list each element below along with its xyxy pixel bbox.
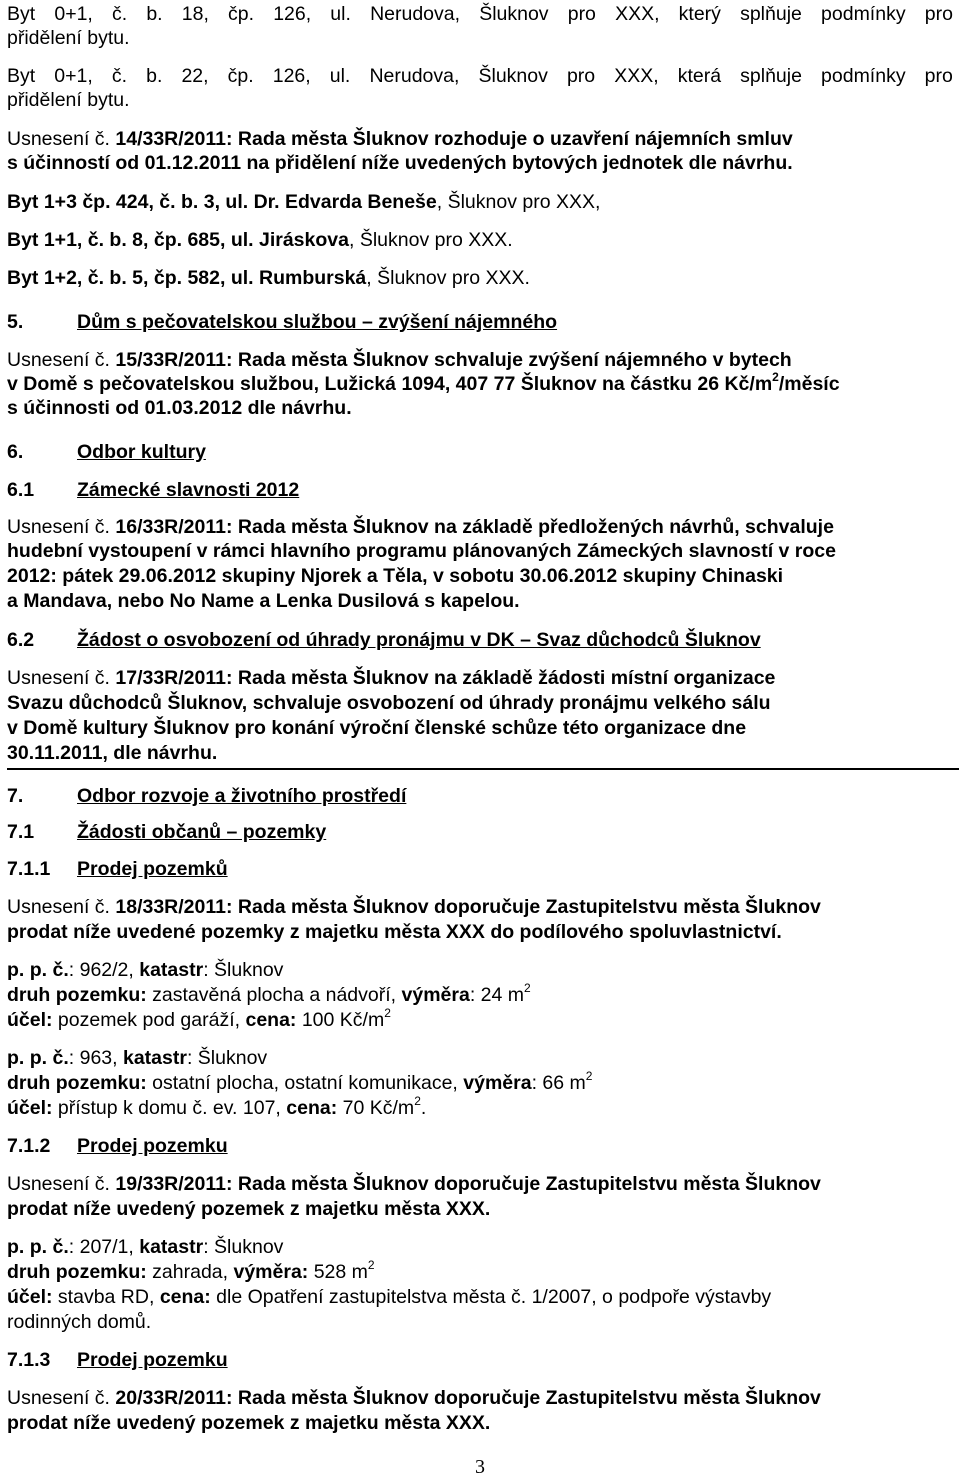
word: čp. (228, 3, 255, 25)
resolution-16-line-4: a Mandava, nebo No Name a Lenka Dusilová s kapelou. (7, 590, 520, 612)
word: 0+1, (54, 65, 93, 87)
resolution-20-line-2: prodat níže uvedený pozemek z majetku města XXX. (7, 1412, 491, 1434)
section-7-1-1-heading: 7.1.1 Prodej pozemků (7, 858, 228, 880)
resolution-17-line-1: Usnesení č. 17/33R/2011: Rada města Šluknov na základě žádosti místní organizace (7, 667, 776, 689)
word: splňuje (740, 3, 802, 25)
word: splňuje (740, 65, 802, 87)
resolution-17-line-3: v Domě kultury Šluknov pro konání výroční členské schůze této organizace dne (7, 717, 747, 739)
parcel-2-type: druh pozemku: ostatní plocha, ostatní komunikace, výměra: 66 $m^2$ (7, 1068, 593, 1094)
word: ul. (329, 65, 351, 87)
parcel-2-id: p. p. č.: 963, katastr: Šluknov (7, 1047, 268, 1069)
word: podmínky (821, 3, 906, 25)
parcel-3-purpose: účel: stavba RD, cena: dle Opatření zastupitelstva města č. 1/2007, o podpoře výstavby (7, 1286, 772, 1308)
word: pro (566, 65, 596, 87)
unit-1-2: Byt 1+2, č. b. 5, čp. 582, ul. Rumburská, Šluknov pro XXX. (7, 267, 530, 289)
word: XXX, (615, 3, 660, 25)
word: 22, (181, 65, 209, 87)
word: podmínky (821, 65, 906, 87)
parcel-1-id: p. p. č.: 962/2, katastr: Šluknov (7, 959, 284, 981)
word: č. (112, 3, 128, 25)
resolution-17-line-4: 30.11.2011, dle návrhu. (7, 742, 218, 764)
resolution-16-line-2: hudební vystoupení v rámci hlavního programu plánovaných Zámeckých slavností v roce (7, 540, 836, 562)
section-7-1-heading: 7.1 Žádosti občanů – pozemky (7, 821, 327, 843)
parcel-1-purpose: účel: pozemek pod garáží, cena: 100 $Kč/m^2$ (7, 1005, 391, 1031)
parcel-3-id: p. p. č.: 207/1, katastr: Šluknov (7, 1236, 284, 1258)
section-6-heading: 6. Odbor kultury (7, 441, 206, 463)
parcel-2-purpose: účel: přístup k domu č. ev. 107, cena: 70 $Kč/m^2$. (7, 1093, 427, 1119)
word: který (678, 3, 721, 25)
resolution-15-line-2: v Domě s pečovatelskou službou, Lužická 1094, 407 77 Šluknov na částku 26 $Kč/m^2$/měsíc (7, 369, 840, 395)
resolution-16-line-3: 2012: pátek 29.06.2012 skupiny Njorek a Těla, v sobotu 30.06.2012 skupiny Chinaski (7, 565, 784, 587)
resolution-15-line-3: s účinnosti od 01.03.2012 dle návrhu. (7, 397, 352, 419)
section-7-1-2-heading: 7.1.2 Prodej pozemku (7, 1135, 228, 1157)
page-number: 3 (475, 1456, 485, 1478)
unit-1-3: Byt 1+3 čp. 424, č. b. 3, ul. Dr. Edvarda Beneše, Šluknov pro XXX, (7, 191, 601, 213)
word: pro (924, 3, 953, 25)
section-5-heading: 5. Dům s pečovatelskou službou – zvýšení nájemného (7, 311, 558, 333)
resolution-19-line-1: Usnesení č. 19/33R/2011: Rada města Šluknov doporučuje Zastupitelstvu města Šluknov (7, 1173, 821, 1195)
word: Nerudova, (370, 3, 461, 25)
apartment-line-1 (7, 2, 953, 26)
section-7-1-3-heading: 7.1.3 Prodej pozemku (7, 1349, 228, 1371)
section-divider (7, 768, 959, 770)
word: 126, (272, 65, 311, 87)
word: b. (146, 3, 163, 25)
parcel-1-type: druh pozemku: zastavěná plocha a nádvoří, výměra: 24 $m^2$ (7, 980, 531, 1006)
word: 0+1, (54, 3, 93, 25)
section-6-2-heading: 6.2 Žádost o osvobození od úhrady pronájmu v DK – Svaz důchodců Šluknov (7, 629, 761, 651)
resolution-15-line-1: Usnesení č. 15/33R/2011: Rada města Šluknov schvaluje zvýšení nájemného v bytech (7, 349, 792, 371)
resolution-19-line-2: prodat níže uvedený pozemek z majetku města XXX. (7, 1198, 491, 1220)
apartment-line-2-cont: přidělení bytu. (7, 89, 130, 111)
word: XXX, (614, 65, 659, 87)
unit-1-1: Byt 1+1, č. b. 8, čp. 685, ul. Jiráskova, Šluknov pro XXX. (7, 229, 513, 251)
apartment-line-2 (7, 64, 953, 88)
word: b. (146, 65, 163, 87)
resolution-14-line-2: s účinností od 01.12.2011 na přidělení níže uvedených bytových jednotek dle návrhu. (7, 152, 793, 174)
word: Šluknov (479, 3, 549, 25)
word: 126, (273, 3, 312, 25)
word: č. (111, 65, 128, 87)
section-6-1-heading: 6.1 Zámecké slavnosti 2012 (7, 479, 300, 501)
section-7-heading: 7. Odbor rozvoje a životního prostředí (7, 785, 407, 807)
resolution-16-line-1: Usnesení č. 16/33R/2011: Rada města Šluknov na základě předložených návrhů, schvaluje (7, 516, 834, 538)
word: Byt (7, 3, 36, 25)
resolution-20-line-1: Usnesení č. 20/33R/2011: Rada města Šluknov doporučuje Zastupitelstvu města Šluknov (7, 1387, 821, 1409)
word: pro (567, 3, 596, 25)
word: Šluknov (478, 65, 548, 87)
apartment-line-1-cont: přidělení bytu. (7, 27, 130, 49)
resolution-18-line-2: prodat níže uvedené pozemky z majetku města XXX do podílového spoluvlastnictví. (7, 921, 782, 943)
word: pro (924, 65, 953, 87)
resolution-18-line-1: Usnesení č. 18/33R/2011: Rada města Šluknov doporučuje Zastupitelstvu města Šluknov (7, 896, 821, 918)
parcel-3-type: druh pozemku: zahrada, výměra: 528 $m^2$ (7, 1257, 375, 1283)
word: čp. (227, 65, 254, 87)
word: ul. (330, 3, 351, 25)
word: která (677, 65, 722, 87)
word: 18, (181, 3, 209, 25)
resolution-14-line-1: Usnesení č. 14/33R/2011: Rada města Šluknov rozhoduje o uzavření nájemních smluv (7, 128, 793, 150)
parcel-3-purpose-cont: rodinných domů. (7, 1311, 152, 1333)
resolution-17-line-2: Svazu důchodců Šluknov, schvaluje osvobození od úhrady pronájmu velkého sálu (7, 692, 771, 714)
word: Nerudova, (369, 65, 460, 87)
word: Byt (7, 65, 36, 87)
